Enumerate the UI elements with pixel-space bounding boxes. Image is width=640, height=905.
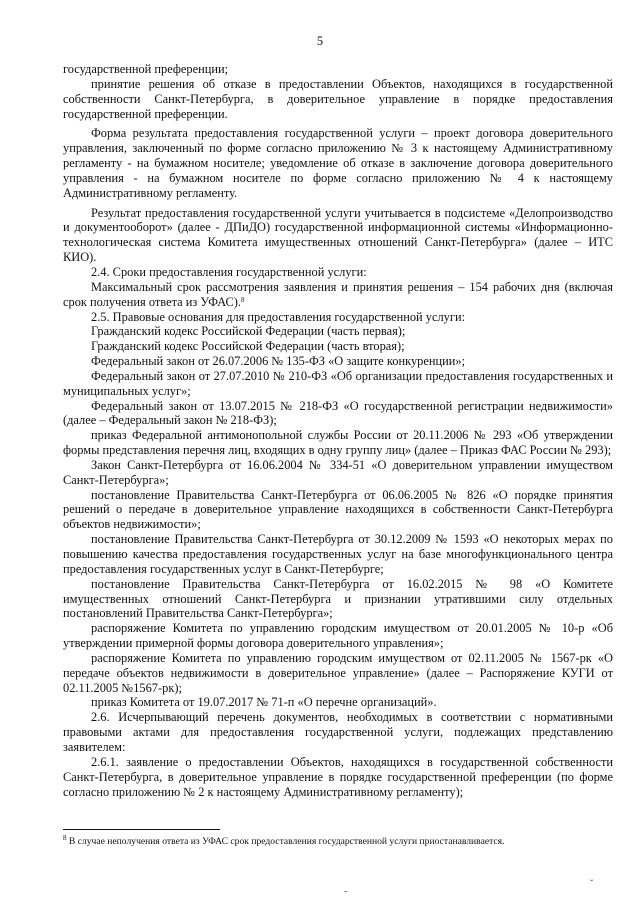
footnote-marker: 8: [63, 834, 67, 842]
footnote-reference: 8: [241, 295, 245, 304]
paragraph: 2.5. Правовые основания для предоставления государственной услуги:: [91, 309, 466, 324]
scan-mark: ‑: [344, 886, 348, 897]
document-body: [63, 62, 613, 799]
paragraph: Закон Санкт-Петербурга от 16.06.2004 № 334-51 «О доверительном управлении имуществом Санкт-Петербурга»;: [63, 457, 613, 487]
paragraph: Форма результата предоставления государственной услуги – проект договора доверительного управления, заключенный по форме согласно приложению № 3 к настоящему Административному регламенту - на бумажном носителе; уведомление об отказе в заключение договора доверительного управления - на бумажном носителе по форме согласно приложению № 4 к настоящему Административному регламенту.: [63, 126, 613, 200]
paragraph-text: Максимальный срок рассмотрения заявления и принятия решения – 154 рабочих дня (включая срок получения ответа из УФАС).: [63, 279, 613, 309]
paragraph: государственной преференции;: [63, 62, 229, 76]
paragraph: Федеральный закон от 26.07.2006 № 135-ФЗ «О защите конкуренции»;: [91, 354, 466, 369]
footnote: [63, 836, 613, 848]
paragraph: 2.6. Исчерпывающий перечень документов, необходимых в соответствии с нормативными правовыми актами для предоставления государственной услуги, подлежащих представлению заявителем:: [63, 710, 613, 754]
paragraph: [63, 280, 613, 310]
paragraph: постановление Правительства Санкт-Петербурга от 06.06.2005 № 826 «О порядке принятия решений о передаче в доверительное управление находящихся в собственности Санкт-Петербурга объектов недвижимости»;: [63, 487, 613, 532]
paragraph: Гражданский кодекс Российской Федерации (часть вторая);: [91, 339, 405, 354]
paragraph: Федеральный закон от 13.07.2015 № 218-ФЗ «О государственной регистрации недвижимости» (далее – Федеральный закон № 218-ФЗ);: [63, 398, 613, 428]
paragraph: постановление Правительства Санкт-Петербурга от 16.02.2015 № 98 «О Комитете имущественных отношений Санкт-Петербурга и признании утратившими силу отдельных постановлений Правительства Санкт-Петербурга»;: [63, 576, 613, 621]
paragraph: 2.6.1. заявление о предоставлении Объектов, находящихся в государственной собственности Санкт-Петербурга, в доверительное управление в порядке государственной преференции (по форме согласно приложению № 2 к настоящему Административному регламенту);: [63, 754, 613, 799]
scan-mark: ˇ: [590, 879, 594, 890]
paragraph: распоряжение Комитета по управлению городским имуществом от 02.11.2005 № 1567-рк «О передаче объектов недвижимости в доверительное управление» (далее – Распоряжение КУГИ от 02.11.2005 №1567-рк);: [63, 650, 613, 695]
paragraph: приказ Федеральной антимонопольной службы России от 20.11.2006 № 293 «Об утверждении формы представления перечня лиц, входящих в одну группу лиц» (далее – Приказ ФАС России № 293);: [63, 428, 613, 458]
paragraph: Гражданский кодекс Российской Федерации (часть первая);: [91, 324, 406, 339]
paragraph: Результат предоставления государственной услуги учитывается в подсистеме «Делопроизводство и документооборот» (далее - ДПиДО) государственной информационной системы «Информационно-технологическая система Комитета имущественных отношений Санкт-Петербурга» (далее – ИТС КИО).: [63, 205, 613, 265]
paragraph: Федеральный закон от 27.07.2010 № 210-ФЗ «Об организации предоставления государственных и муниципальных услуг»;: [63, 368, 613, 398]
paragraph: принятие решения об отказе в предоставлении Объектов, находящихся в государственной собственности Санкт-Петербурга, в доверительное управление в порядке предоставления государственной преференции.: [63, 76, 613, 121]
paragraph: распоряжение Комитета по управлению городским имуществом от 20.01.2005 № 10-р «Об утверждении примерной формы договора доверительного управления»;: [63, 621, 613, 651]
footnote-text: В случае неполучения ответа из УФАС срок предоставления государственной услуги приостанавливается.: [68, 836, 505, 847]
paragraph: постановление Правительства Санкт-Петербурга от 30.12.2009 № 1593 «О некоторых мерах по повышению качества предоставления государственных услуг на базе многофункционального центра предоставления государственных услуг в Санкт-Петербурге;: [63, 532, 613, 576]
footnote-divider: [63, 829, 220, 830]
page-number: 5: [316, 34, 324, 48]
paragraph: 2.4. Сроки предоставления государственной услуги:: [91, 264, 367, 279]
paragraph: приказ Комитета от 19.07.2017 № 71-п «О перечне организаций».: [91, 695, 437, 710]
